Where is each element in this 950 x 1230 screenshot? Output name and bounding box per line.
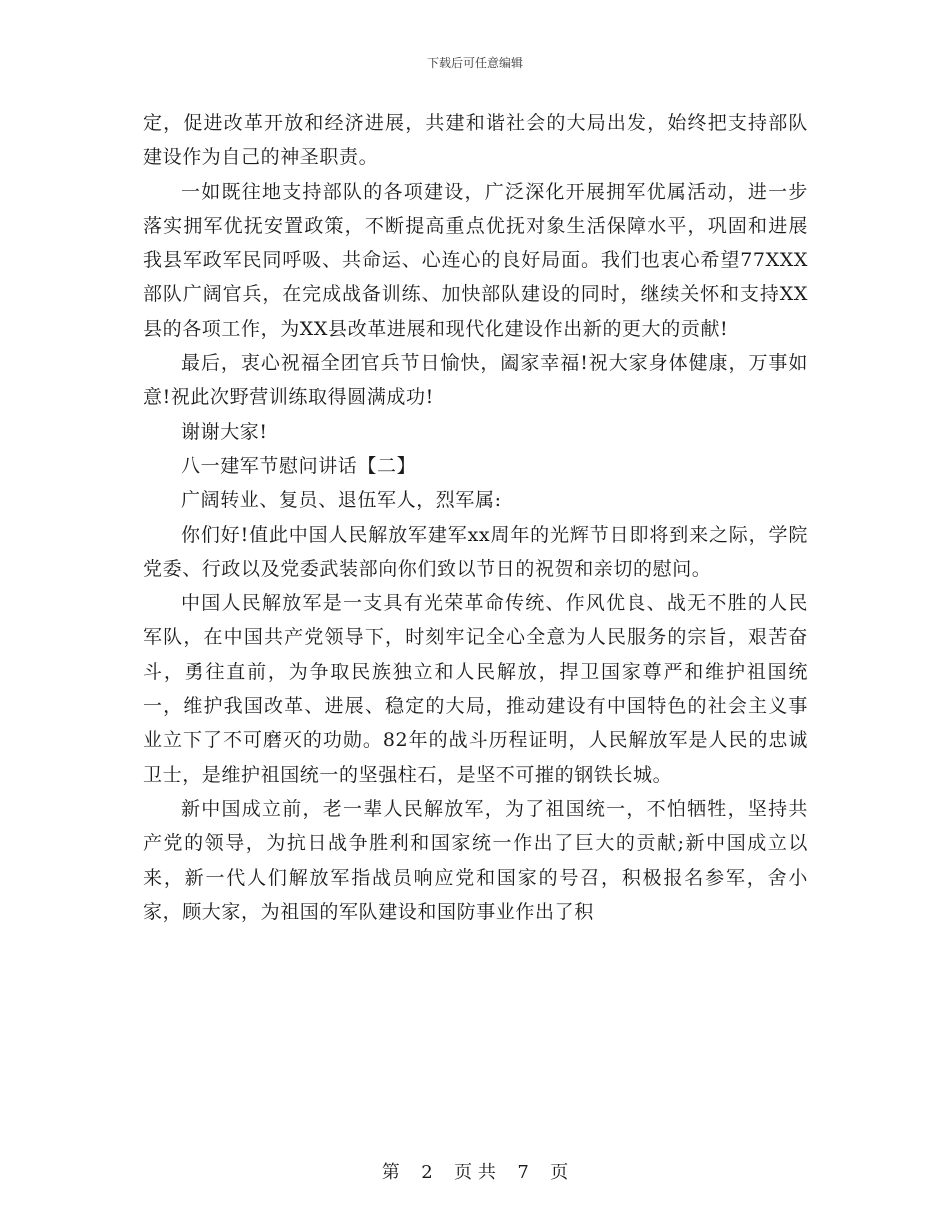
footer-prefix: 第 bbox=[381, 1162, 400, 1183]
total-pages-number: 7 bbox=[517, 1162, 529, 1183]
header-note: 下载后可任意编辑 bbox=[426, 56, 523, 70]
paragraph-blessing: 最后，衷心祝福全团官兵节日愉快，阖家幸福!祝大家身体健康，万事如意!祝此次野营训练取得圆满成功! bbox=[143, 352, 808, 409]
paragraph-pla: 中国人民解放军是一支具有光荣革命传统、作风优良、战无不胜的人民军队，在中国共产党领导下，时刻牢记全心全意为人民服务的宗旨，艰苦奋斗，勇往直前，为争取民族独立和人民解放，捍卫国家尊严和维护祖国统一，维护我国改革、进展、稳定的大局，推动建设有中国特色的社会主义事业立下了不可磨灭的功勋。82年的战斗历程证明，人民解放军是人民的忠诚卫士，是维护祖国统一的坚强柱石，是坚不可摧的钢铁长城。 bbox=[143, 592, 808, 786]
paragraph-support: 一如既往地支持部队的各项建设，广泛深化开展拥军优属活动，进一步落实拥军优抚安置政策，不断提高重点优抚对象生活保障水平，巩固和进展我县军政军民同呼吸、共命运、心连心的良好局面。我们也衷心希望77XXX部队广阔官兵，在完成战备训练、加快部队建设的同时，继续关怀和支持XX县的各项工作，为XX县改革进展和现代化建设作出新的更大的贡献! bbox=[143, 180, 808, 340]
body-text bbox=[143, 106, 808, 929]
paragraph-thanks: 谢谢大家! bbox=[181, 420, 268, 443]
paragraph-continuation: 定，促进改革开放和经济进展，共建和谐社会的大局出发，始终把支持部队建设作为自己的神圣职责。 bbox=[143, 112, 808, 169]
page-footer bbox=[0, 1158, 950, 1184]
paragraph-greeting: 你们好!值此中国人民解放军建军xx周年的光辉节日即将到来之际，学院党委、行政以及党委武装部向你们致以节日的祝贺和亲切的慰问。 bbox=[143, 523, 808, 580]
salutation: 广阔转业、复员、退伍军人，烈军属: bbox=[181, 489, 502, 512]
paragraph-history: 新中国成立前，老一辈人民解放军，为了祖国统一，不怕牺牲，坚持共产党的领导，为抗日战争胜利和国家统一作出了巨大的贡献;新中国成立以来，新一代人们解放军指战员响应党和国家的号召，积极报名参军，舍小家，顾大家，为祖国的军队建设和国防事业作出了积 bbox=[143, 797, 808, 923]
current-page-number: 2 bbox=[421, 1162, 433, 1183]
footer-suffix: 页 bbox=[550, 1162, 569, 1183]
section-heading: 八一建军节慰问讲话【二】 bbox=[181, 454, 417, 477]
footer-middle: 页 共 bbox=[454, 1162, 496, 1183]
